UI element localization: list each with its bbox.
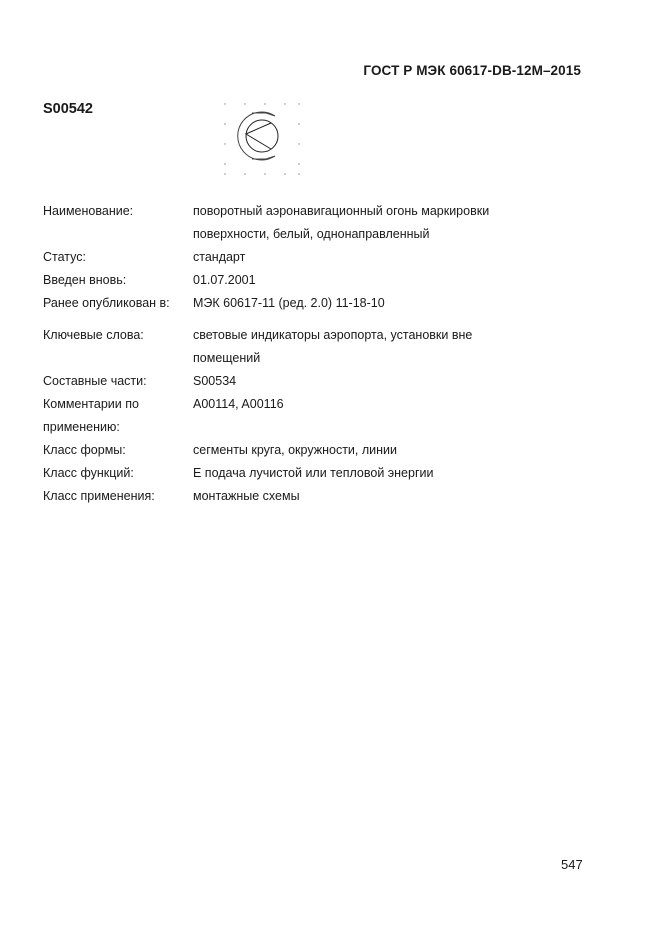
field-previously-published: Ранее опубликован в: МЭК 60617-11 (ред. 2.0) 11-18-10: [43, 296, 385, 310]
field-function-class: Класс функций: Е подача лучистой или тепловой энергии: [43, 466, 434, 480]
field-introduced: Введен вновь: 01.07.2001: [43, 273, 256, 287]
field-application-class: Класс применения: монтажные схемы: [43, 489, 300, 503]
field-keywords: Ключевые слова: световые индикаторы аэропорта, установки вне помещений: [43, 328, 473, 365]
field-name: Наименование: поворотный аэронавигационный огонь маркировки поверхности, белый, однонаправленный: [43, 204, 490, 241]
field-components: Составные части: S00534: [43, 374, 237, 388]
page-number: 547: [561, 857, 583, 872]
field-status: Статус: стандарт: [43, 250, 246, 264]
attributes-table: [43, 200, 523, 508]
beacon-symbol-icon: [222, 101, 302, 177]
field-application-notes: Комментарии по применению: A00114, A00116: [43, 397, 284, 434]
field-shape-class: Класс формы: сегменты круга, окружности, линии: [43, 443, 397, 457]
document-header: ГОСТ Р МЭК 60617-DB-12M–2015: [363, 63, 581, 78]
symbol-code: S00542: [43, 101, 93, 117]
